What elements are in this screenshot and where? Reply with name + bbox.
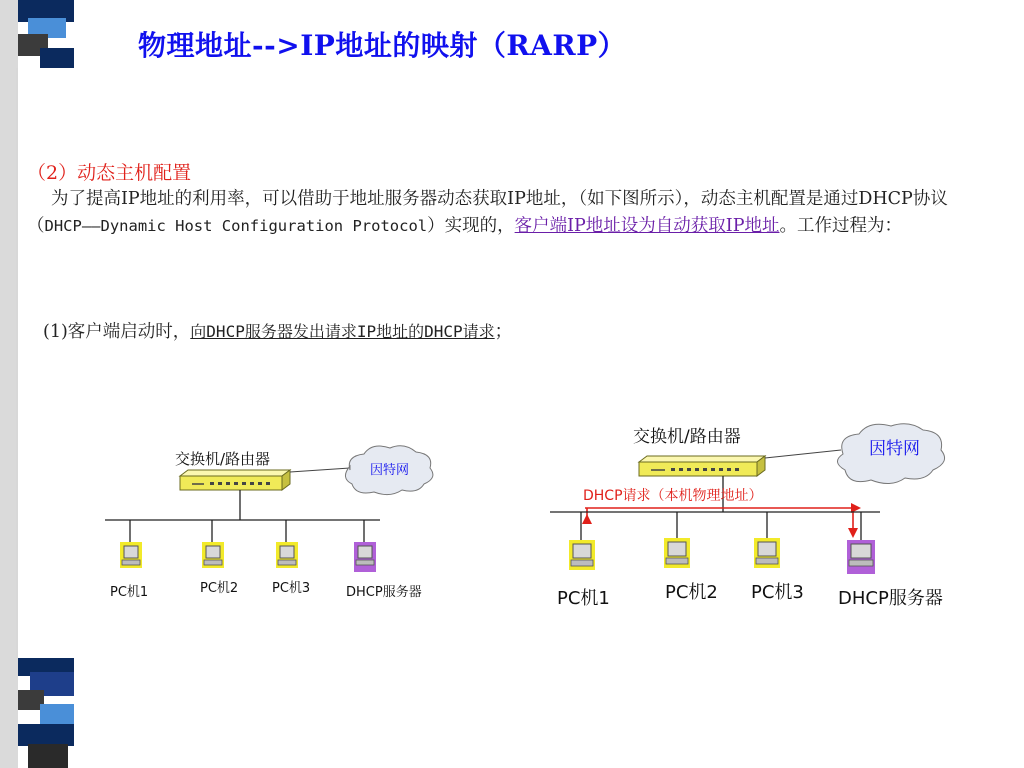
switch-icon	[639, 456, 765, 476]
pc2-icon	[664, 538, 690, 568]
node-label-left-1: PC机1	[110, 585, 149, 600]
node-label-left-4: DHCP服务器	[346, 585, 422, 600]
node-label-left-2: PC机2	[200, 581, 239, 596]
paragraph-text-1: 为了提高IP地址的利用率，可以借助于地址服务器动态获取IP地址，（如下图所示），动态主机配置是通过DHCP协议（	[27, 189, 948, 236]
cloud-label-left: 因特网	[370, 463, 410, 478]
node-label-right-4: DHCP服务器	[838, 588, 943, 609]
paragraph-text-2: ）实现的，	[427, 216, 515, 236]
step-1-suffix: ；	[494, 322, 513, 342]
switch-icon	[180, 470, 290, 490]
step-1	[43, 318, 512, 343]
switch-label-left: 交换机/路由器	[175, 450, 271, 468]
dhcp-request-label: DHCP请求（本机物理地址）	[583, 488, 763, 504]
pc1-icon	[120, 542, 142, 568]
slide-title: 物理地址-->IP地址的映射（RARP）	[138, 29, 627, 62]
paragraph-protocol-name: DHCP——Dynamic Host Configuration Protocol	[44, 217, 428, 235]
body-paragraph	[27, 186, 967, 240]
node-label-right-3: PC机3	[751, 582, 804, 603]
pc2-icon	[202, 542, 224, 568]
node-label-right-2: PC机2	[665, 582, 718, 603]
node-label-right-1: PC机1	[557, 588, 610, 609]
step-1-prefix: (1)客户端启动时，	[43, 322, 191, 342]
dhcp-server-icon	[354, 542, 376, 572]
auto-ip-link[interactable]: 客户端IP地址设为自动获取IP地址	[514, 216, 780, 236]
step-1-underlined: 向DHCP服务器发出请求IP地址的DHCP请求	[190, 322, 495, 341]
network-diagram-left	[100, 440, 460, 610]
pc3-icon	[276, 542, 298, 568]
switch-label-right: 交换机/路由器	[633, 427, 741, 447]
dhcp-server-icon	[847, 540, 875, 574]
cloud-label-right: 因特网	[869, 439, 920, 459]
pc3-icon	[754, 538, 780, 568]
node-label-left-3: PC机3	[272, 581, 311, 596]
paragraph-text-3: 。工作过程为：	[779, 216, 902, 236]
pc1-icon	[569, 540, 595, 570]
network-diagram-right	[545, 420, 965, 615]
section-heading: （2）动态主机配置	[27, 162, 192, 184]
